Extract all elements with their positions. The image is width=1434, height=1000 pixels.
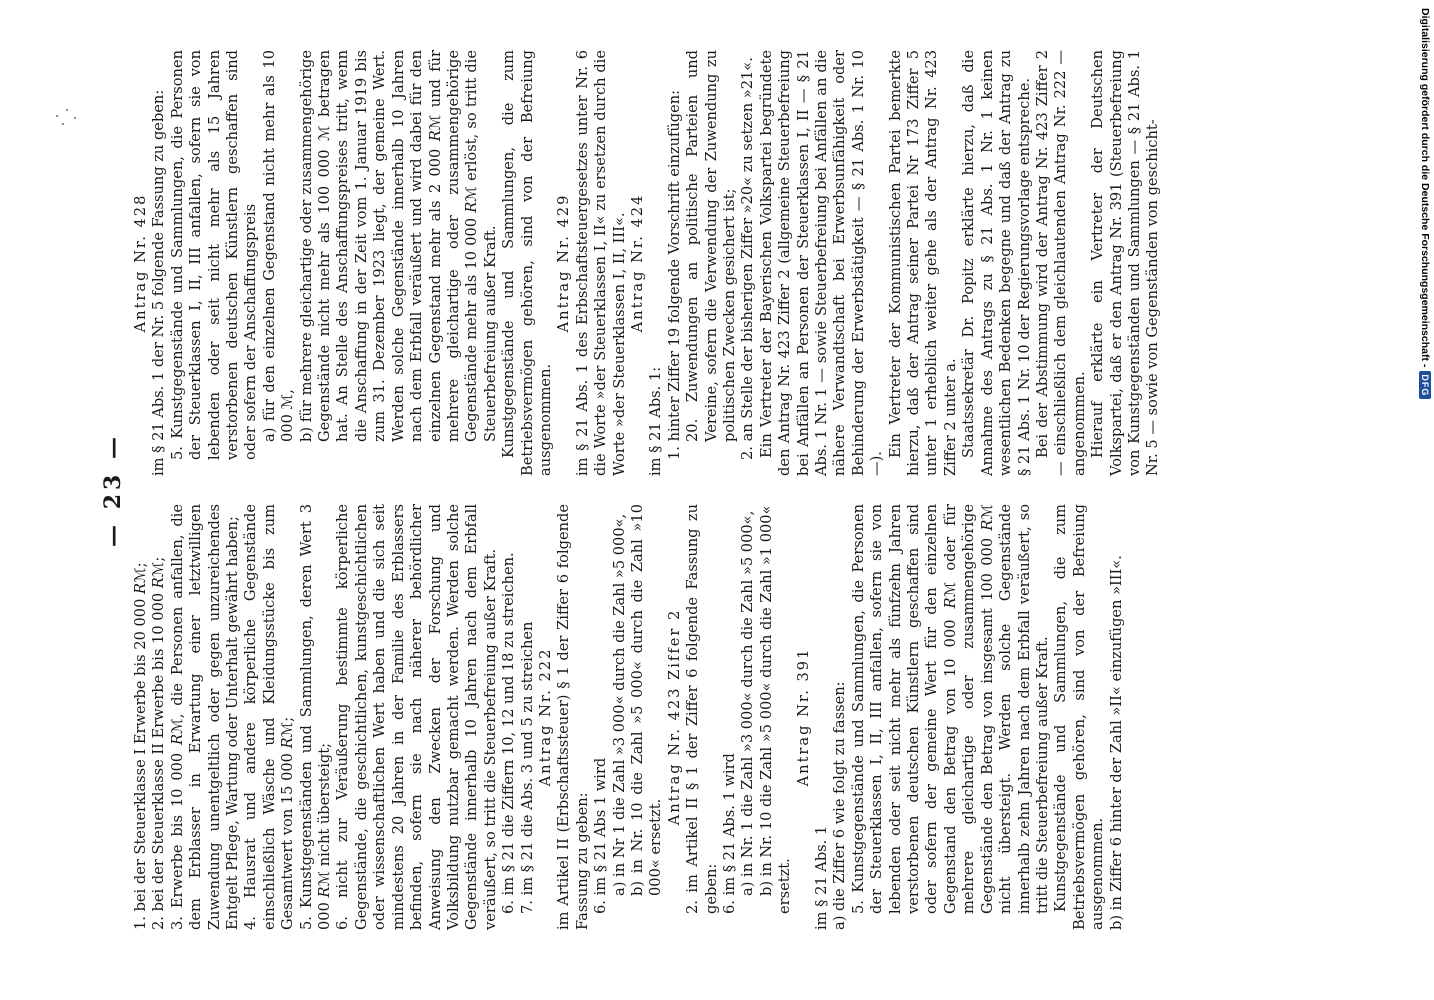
paragraph: im § 21 Abs. 1 der Nr. 5 folgende Fassung zu geben: — [150, 89, 168, 476]
paragraph: 1. bei der Steuerklasse I Erwerbe bis 20 000 𝑅ℳ; — [132, 562, 149, 930]
paragraph: 2. im Artikel II § 1 der Ziffer 6 folgende Fassung zu geben: — [684, 504, 720, 914]
left-column — [132, 504, 1163, 930]
paragraph: a) die Ziffer 6 wie folgt zu fassen: — [831, 681, 849, 930]
section-heading: Antrag Nr. 222 — [536, 647, 554, 787]
paragraph: a) für den einzelnen Gegenstand nicht mehr als 10 000 ℳ, — [260, 50, 297, 442]
section-heading: Antrag Nr. 424 — [628, 193, 646, 333]
paragraph: b) in Nr. 10 die Zahl »5 000« durch die Zahl »10 000« ersetzt. — [628, 504, 665, 896]
section-heading: Antrag Nr. 428 — [132, 193, 149, 333]
paragraph: im § 21 Abs. 1 des Erbschaftsteuergesetzes unter Nr. 6 die Worte »der Steuerklassen I, II« zu ersetzen durch die Worte »der Steuerklassen I, II, III«. — [573, 50, 628, 476]
section-heading: Antrag Nr. 423 Ziffer 2 — [665, 608, 683, 826]
paragraph: 5. Kunstgegenstände und Sammlungen, die Personen der Steuerklassen I, II, III anfallen, sofern sie von lebenden oder seit nicht mehr als fünfzehn Jahren verstorbenen deutschen Künstlern geschaffen sind oder sofern der gemeine Wert für den einzelnen Gegenstand den Betrag von 10 000 𝑅ℳ oder für mehrere gleichartige oder zusammengehörige Gegenstände den Betrag von insgesamt 100 000 𝑅ℳ nicht übersteigt. Werden solche Gegenstände innerhalb zehn Jahren nach dem Erbfall veräußert, so tritt die Steuerbefreiung außer Kraft. — [849, 504, 1051, 914]
scan-specks — [52, 105, 82, 135]
paragraph: Kunstgegenstände und Sammlungen, die zum Betriebsvermögen gehören, sind von der Befreiung ausgenommen. — [500, 50, 554, 476]
paragraph: ersetzt. — [776, 858, 794, 914]
page-number: — 23 — — [100, 433, 126, 547]
paragraph: im Artikel II (Erbschaftssteuer) § 1 der Ziffer 6 folgende Fassung zu geben: — [555, 504, 591, 930]
paragraph: 5. Kunstgegenstände und Sammlungen, die Personen der Steuerklassen I, II, III anfallen, sofern sie von lebenden oder seit nicht mehr als 15 Jahren verstorbenen deutschen Künstlern geschaffen sind oder sofern der Anschaffungspreis — [168, 50, 260, 460]
rotated-text-frame — [100, 50, 1162, 930]
paragraph: Ein Vertreter der Bayerischen Volkspartei begründete den Antrag Nr. 423 Ziffer 2 (allgemeine Steuerbefreiung bei Anfällen an Personen der Steuerklassen I, II — § 21 Abs. 1 Nr. 1 — sowie Steuerbefreiung bei Anfällen an die nähere Verwandtschaft bei Erwerbsunfähigkeit oder Behinderung der Erwerbstätigkeit — § 21 Abs. 1 Nr. 10 —). — [757, 50, 886, 476]
paragraph: 3. Erwerbe bis 10 000 𝑅ℳ, die Personen anfallen, die dem Erblasser in Erwartung einer letztwilligen Zuwendung unentgeltlich oder gegen unzureichendes Entgelt Pflege, Wartung oder Unterhalt gewährt haben; — [168, 504, 242, 930]
paragraph: 5. Kunstgegenständen und Sammlungen, deren Wert 3 000 𝑅ℳ nicht übersteigt; — [297, 504, 334, 930]
section-heading: Antrag Nr. 429 — [555, 193, 573, 333]
text-columns — [126, 50, 1163, 930]
paragraph: 1. hinter Ziffer 19 folgende Vorschrift einzufügen: — [665, 89, 683, 460]
paragraph: 7. im § 21 die Abs. 3 und 5 zu streichen — [518, 621, 536, 914]
paragraph: b) für mehrere gleichartige oder zusammengehörige Gegenstände nicht mehr als 100 000 ℳ betragen hat. An Stelle des Anschaffungspreises tritt, wenn die Anschaffung in der Zeit vom 1. Januar 1919 bis zum 31. Dezember 1923 liegt, der gemeine Wert. Werden solche Gegenstände innerhalb 10 Jahren nach dem Erbfall veräußert und wird dabei für den einzelnen Gegenstand mehr als 2 000 𝑅ℳ und für mehrere gleichartige oder zusammengehörige Gegenstände mehr als 10 000 𝑅ℳ erlöst, so tritt die Steuerbefreiung außer Kraft. — [297, 50, 499, 442]
paragraph: b) in Nr. 10 die Zahl »5 000« durch die Zahl »1 000« — [757, 505, 775, 896]
paragraph: im § 21 Abs. 1: — [647, 366, 665, 476]
paragraph: im § 21 Abs. 1 — [813, 825, 831, 930]
paragraph: 20. Zuwendungen an politische Parteien und Vereine, sofern die Verwendung der Zuwendung zu politischen Zwecken gesichert ist; — [684, 50, 738, 442]
paragraph: a) in Nr 1 die Zahl »3 000« durch die Zahl »5 000«, — [610, 513, 628, 896]
paragraph: Hierauf erklärte ein Vertreter der Deutschen Volkspartei, daß er den Antrag Nr. 391 (Steuerbefreiung von Kunstgegenständen und Sammlungen — § 21 Abs. 1 Nr. 5 — sowie von Gegenständen von geschicht- — [1089, 50, 1162, 476]
section-heading: Antrag Nr. 391 — [794, 647, 812, 787]
paragraph: Bei der Abstimmung wird der Antrag Nr. 423 Ziffer 2 — einschließlich dem gleichlautenden Antrag Nr. 222 — angenommen. — [1033, 50, 1088, 476]
paragraph: Kunstgegenstände und Sammlungen, die zum Betriebsvermögen gehören, sind von der Befreiung ausgenommen. — [1052, 504, 1107, 930]
paragraph: 6. im § 21 die Ziffern 10, 12 und 18 zu streichen. — [500, 552, 518, 914]
paragraph: 6. im § 21 Abs. 1 wird — [721, 753, 738, 914]
paragraph: Ein Vertreter der Kommunistischen Partei bemerkte hierzu, daß der Antrag seiner Partei Nr 173 Ziffer 5 unter 1 erheblich weiter gehe als der Antrag Nr. 423 Ziffer 2 unter a. — [886, 50, 959, 476]
dfg-logo: DFG — [1419, 371, 1431, 399]
paragraph: 4. Hausrat und andere körperliche Gegenstände einschließlich Wäsche und Kleidungsstücke bis zum Gesamtwert von 15 000 𝑅ℳ; — [242, 504, 297, 930]
paragraph: 6. im § 21 Abs 1 wird — [592, 757, 610, 914]
funding-text: Digitalisierung gefördert durch die Deutsche Forschungsgemeinschaft - — [1419, 8, 1431, 368]
funding-note — [1414, 8, 1434, 397]
paragraph: b) in Ziffer 6 hinter der Zahl »II« einzufügen »III«. — [1107, 555, 1125, 930]
paragraph: 2. an Stelle der bisherigen Ziffer »20« zu setzen »21«. — [739, 57, 757, 460]
right-column — [132, 50, 1163, 476]
paragraph: Staatssekretär Dr. Popitz erklärte hierzu, daß die Annahme des Antrags zu § 21 Abs. 1 Nr. 1 keinen wesentlichen Bedenken begegne und daß der Antrag zu § 21 Abs. 1 Nr. 10 der Regierungsvorlage entspreche. — [960, 50, 1033, 476]
paragraph: 2. bei der Steuerklasse II Erwerbe bis 10 000 𝑅ℳ; — [150, 556, 168, 930]
paragraph: 6. nicht zur Veräußerung bestimmte körperliche Gegenstände, die geschichtlichen, kunstgeschichtlichen oder wissenschaftlichen Wert haben und die sich seit mindestens 20 Jahren in der Familie des Erblassers befinden, sofern sie nach näherer behördlicher Anweisung den Zwecken der Forschung und Volksbildung nutzbar gemacht werden. Werden solche Gegenstände innerhalb 10 Jahren nach dem Erbfall veräußert, so tritt die Steuerbefreiung außer Kraft. — [334, 504, 499, 930]
paragraph: a) in Nr. 1 die Zahl »3 000« durch die Zahl »5 000«, — [739, 510, 757, 896]
